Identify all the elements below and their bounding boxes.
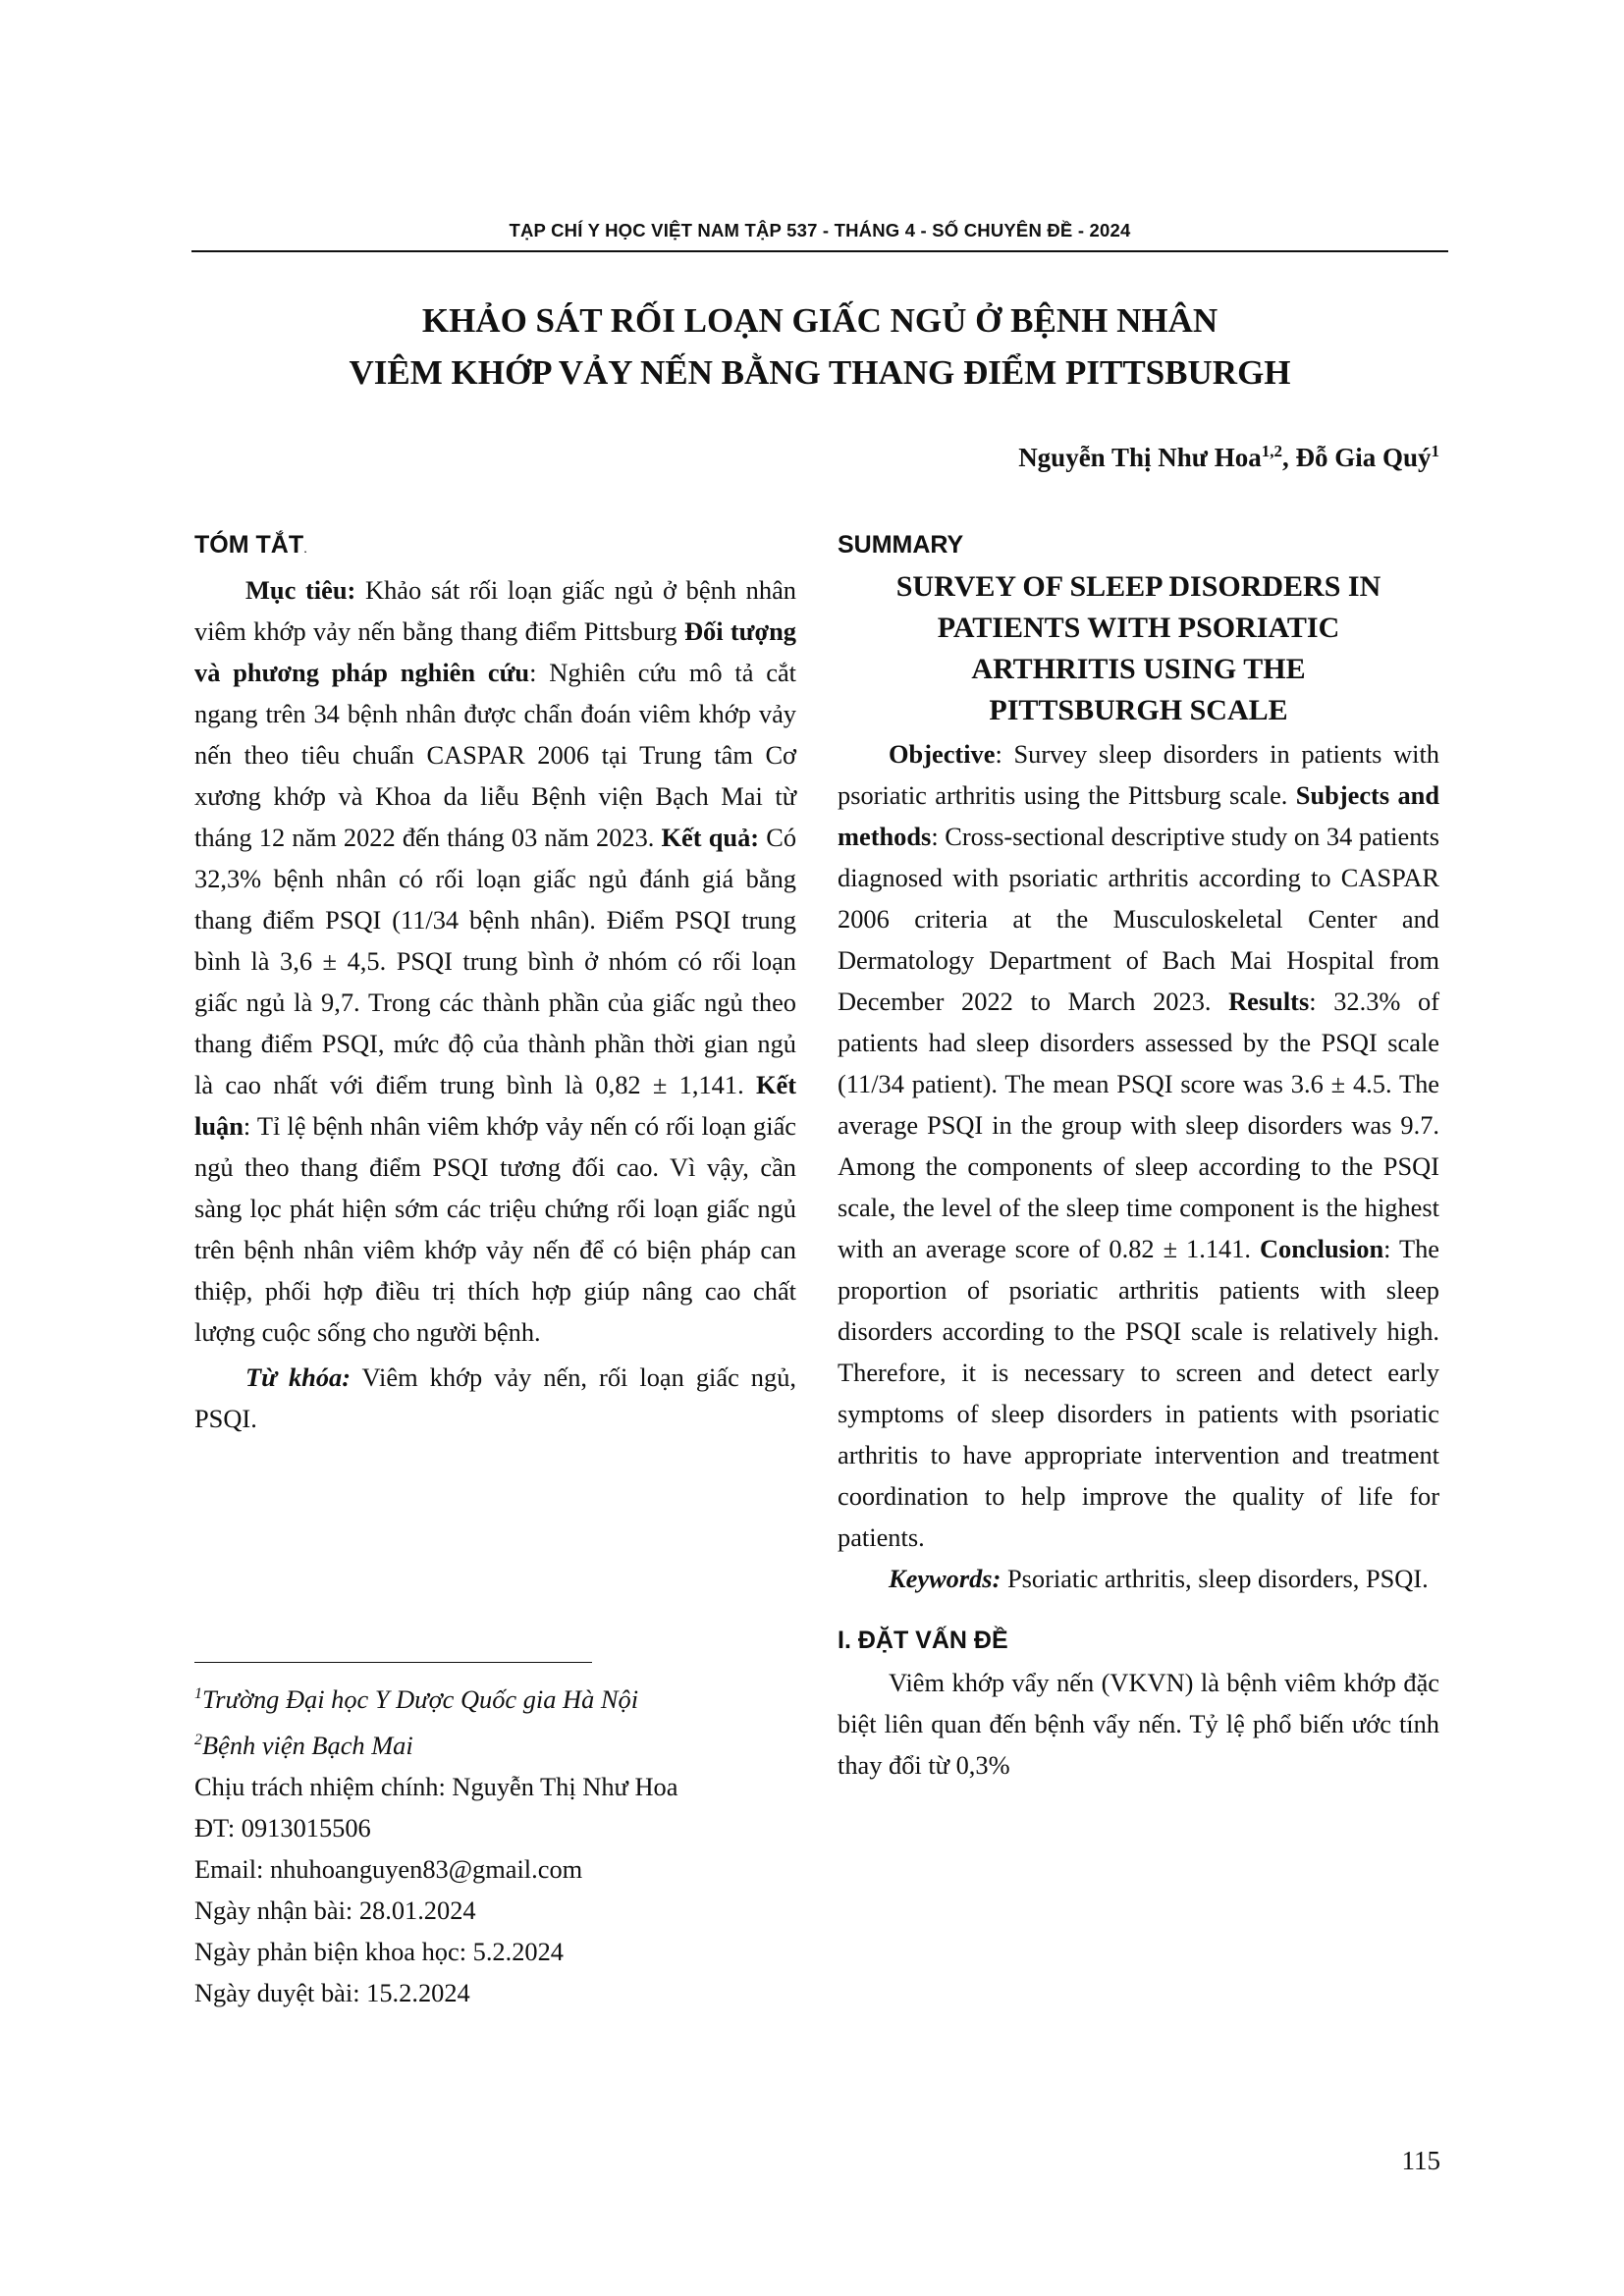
results-label-en: Results — [1228, 987, 1310, 1016]
author-list — [1018, 442, 1439, 473]
author-1-name: Nguyễn Thị Như Hoa — [1018, 443, 1262, 472]
objective-label-en: Objective — [889, 739, 996, 769]
conclusion-text-vi: : Tỉ lệ bệnh nhân viêm khớp vảy nến có rối loạn giấc ngủ theo thang điểm PSQI tương đối cao. Vì vậy, cần sàng lọc phát hiện sớm các triệu chứng rối loạn giấc ngủ trên bệnh nhân viêm khớp vảy nến để có biện pháp can thiệp, phối hợp điều trị thích hợp giúp nâng cao chất lượng cuộc sống cho người bệnh. — [194, 1111, 796, 1347]
title-line-2: VIÊM KHỚP VẢY NẾN BẰNG THANG ĐIỂM PITTSBURGH — [349, 353, 1291, 392]
summary-heading: SUMMARY — [838, 531, 964, 559]
author-2-affiliation: 1 — [1431, 442, 1439, 460]
abstract-vi-body — [194, 569, 796, 1353]
affiliation-2-marker: 2 — [194, 1731, 202, 1748]
keywords-text-en: Psoriatic arthritis, sleep disorders, PSQI. — [1001, 1564, 1429, 1593]
article-title — [191, 294, 1448, 399]
right-column — [838, 525, 1439, 1786]
methods-label-en: Subjects and methods — [838, 780, 1440, 851]
phone: ĐT: 0913015506 — [194, 1812, 371, 1842]
page-number: 115 — [1401, 2146, 1440, 2175]
methods-text-en: : Cross-sectional descriptive study on 34 patients diagnosed with psoriatic arthritis according to CASPAR 2006 criteria at the Musculoskeletal Center and Dermatology Department of Bach Mai Hospital from December 2022 to March 2023. — [838, 822, 1439, 1016]
author-1-affiliation: 1,2 — [1261, 442, 1282, 460]
footnotes — [194, 1674, 882, 2013]
abstract-vi-heading-text: TÓM TẮT — [194, 531, 304, 559]
received-date: Ngày nhận bài: 28.01.2024 — [194, 1895, 476, 1925]
affiliation-2-text: Bệnh viện Bạch Mai — [202, 1730, 413, 1760]
summary-title-line-2: PATIENTS WITH PSORIATIC — [937, 612, 1340, 644]
affiliation-2 — [194, 1720, 882, 1766]
keywords-en — [838, 1558, 1439, 1599]
accepted-date: Ngày duyệt bài: 15.2.2024 — [194, 1977, 470, 2007]
section-1-text: Viêm khớp vẩy nến (VKVN) là bệnh viêm khớp đặc biệt liên quan đến bệnh vẩy nến. Tỷ lệ phổ biến ước tính thay đổi từ 0,3% — [838, 1668, 1439, 1780]
summary-title-line-1: SURVEY OF SLEEP DISORDERS IN — [895, 570, 1381, 603]
conclusion-label-vi: Kết luận — [194, 1070, 796, 1141]
keywords-label-en: Keywords: — [889, 1564, 1001, 1593]
objective-text-en: : Survey sleep disorders in patients with psoriatic arthritis using the Pittsburg scale. — [838, 739, 1439, 810]
conclusion-text-en: : The proportion of psoriatic arthritis patients with sleep disorders according to the PSQI scale is relatively high. Therefore, it is necessary to screen and detect early symptoms of sleep disorders in patients with psoriatic arthritis to have appropriate intervention and treatment coordination to help improve the quality of life for patients. — [838, 1234, 1440, 1552]
affiliation-1-text: Trường Đại học Y Dược Quốc gia Hà Nội — [202, 1683, 639, 1714]
affiliation-1-marker: 1 — [194, 1685, 202, 1702]
left-column — [194, 525, 796, 1439]
affiliation-1 — [194, 1674, 882, 1720]
summary-title — [838, 566, 1439, 731]
methods-text-vi: : Nghiên cứu mô tả cắt ngang trên 34 bệnh nhân được chẩn đoán viêm khớp vảy nến theo tiêu chuẩn CASPAR 2006 tại Trung tâm Cơ xương khớp và Khoa da liễu Bệnh viện Bạch Mai từ tháng 12 năm 2022 đến tháng 03 năm 2023. — [194, 658, 796, 852]
corresponding-author: Chịu trách nhiệm chính: Nguyễn Thị Như Hoa — [194, 1771, 678, 1801]
email: Email: nhuhoanguyen83@gmail.com — [194, 1853, 583, 1884]
keywords-vi — [194, 1357, 796, 1439]
methods-label-vi: Đối tượng và phương pháp nghiên cứu — [194, 616, 796, 687]
running-header: TẠP CHÍ Y HỌC VIỆT NAM TẬP 537 - THÁNG 4 - SỐ CHUYÊN ĐỀ - 2024 — [509, 220, 1131, 240]
keywords-text-vi: Viêm khớp vảy nến, rối loạn giấc ngủ, PSQI. — [194, 1362, 796, 1433]
summary-title-line-3: ARTHRITIS USING THE — [971, 653, 1306, 685]
abstract-en-body — [838, 733, 1439, 1558]
results-text-vi: Có 32,3% bệnh nhân có rối loạn giấc ngủ đánh giá bằng thang điểm PSQI (11/34 bệnh nhân). Điểm PSQI trung bình là 3,6 ± 4,5. PSQI trung bình ở nhóm có rối loạn giấc ngủ là 9,7. Trong các thành phần của giấc ngủ theo thang điểm PSQI, mức độ của thành phần thời gian ngủ là cao nhất với điểm trung bình là 0,82 ± 1,141. — [194, 823, 797, 1099]
objective-text-vi: Khảo sát rối loạn giấc ngủ ở bệnh nhân viêm khớp vảy nến bằng thang điểm Pittsburg — [194, 575, 796, 646]
objective-label-vi: Mục tiêu: — [245, 575, 356, 605]
author-separator: , — [1281, 443, 1296, 472]
abstract-vi-heading-dot: . — [303, 540, 307, 556]
results-text-en: : 32.3% of patients had sleep disorders assessed by the PSQI scale (11/34 patient). The mean PSQI score was 3.6 ± 4.5. The average PSQI in the group with sleep disorders was 9.7. Among the components of sleep according to the PSQI scale, the level of the sleep time component is the highest with an average score of 0.82 ± 1.141. — [838, 987, 1439, 1263]
summary-title-line-4: PITTSBURGH SCALE — [989, 694, 1288, 726]
reviewed-date: Ngày phản biện khoa học: 5.2.2024 — [194, 1936, 564, 1966]
title-line-1: KHẢO SÁT RỐI LOẠN GIẤC NGỦ Ở BỆNH NHÂN — [421, 301, 1218, 340]
section-1-heading: I. ĐẶT VẤN ĐỀ — [838, 1627, 1008, 1654]
header-rule — [191, 250, 1448, 252]
abstract-vi-heading — [194, 525, 796, 567]
footnote-rule — [194, 1662, 592, 1663]
conclusion-label-en: Conclusion — [1260, 1234, 1384, 1263]
keywords-label-vi: Từ khóa: — [245, 1362, 352, 1392]
author-2-name: Đỗ Gia Quý — [1295, 443, 1432, 472]
results-label-vi: Kết quả: — [661, 823, 760, 852]
